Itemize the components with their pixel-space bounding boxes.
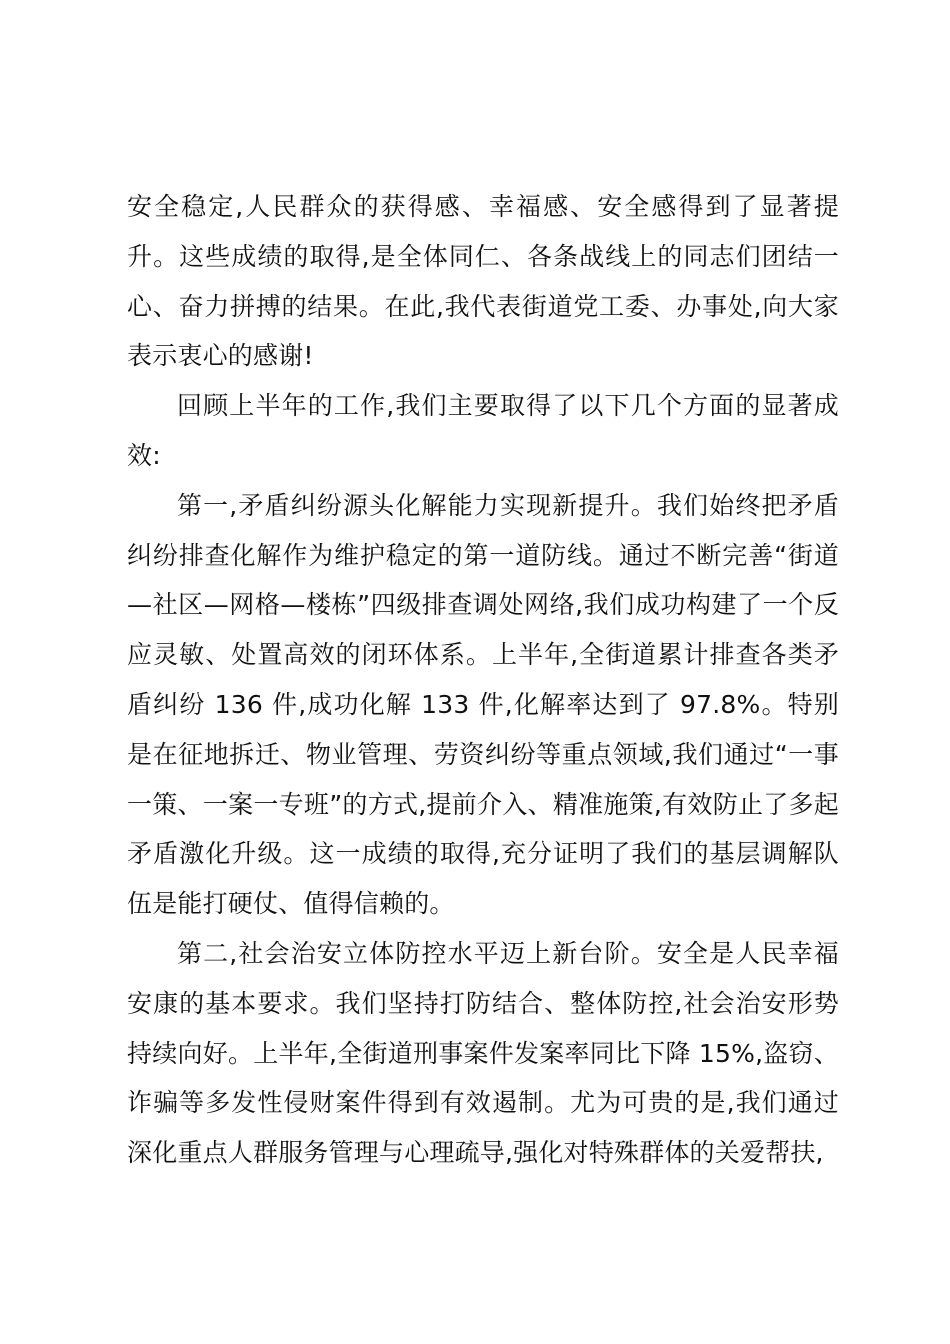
- paragraph-2: 回顾上半年的工作,我们主要取得了以下几个方面的显著成效:: [127, 391, 839, 470]
- document-body: [127, 182, 839, 1178]
- paragraph-4: 第二,社会治安立体防控水平迈上新台阶。安全是人民幸福安康的基本要求。我们坚持打防结合、整体防控,社会治安形势持续向好。上半年,全街道刑事案件发案率同比下降 15%,盗窃、诈骗等多发性侵财案件得到有效遏制。尤为可贵的是,我们通过深化重点人群服务管理与心理疏导,强化对特殊群体的关爱帮扶,: [127, 938, 839, 1168]
- paragraph-1: 安全稳定,人民群众的获得感、幸福感、安全感得到了显著提升。这些成绩的取得,是全体同仁、各条战线上的同志们团结一心、奋力拼搏的结果。在此,我代表街道党工委、办事处,向大家表示衷心的感谢!: [127, 192, 839, 371]
- paragraph-3: 第一,矛盾纠纷源头化解能力实现新提升。我们始终把矛盾纠纷排查化解作为维护稳定的第一道防线。通过不断完善“街道—社区—网格—楼栋”四级排查调处网络,我们成功构建了一个反应灵敏、处置高效的闭环体系。上半年,全街道累计排查各类矛盾纠纷 136 件,成功化解 133 件,化解率达到了 97.8%。特别是在征地拆迁、物业管理、劳资纠纷等重点领域,我们通过“一事一策、一案一专班”的方式,提前介入、精准施策,有效防止了多起矛盾激化升级。这一成绩的取得,充分证明了我们的基层调解队伍是能打硬仗、值得信赖的。: [127, 490, 839, 919]
